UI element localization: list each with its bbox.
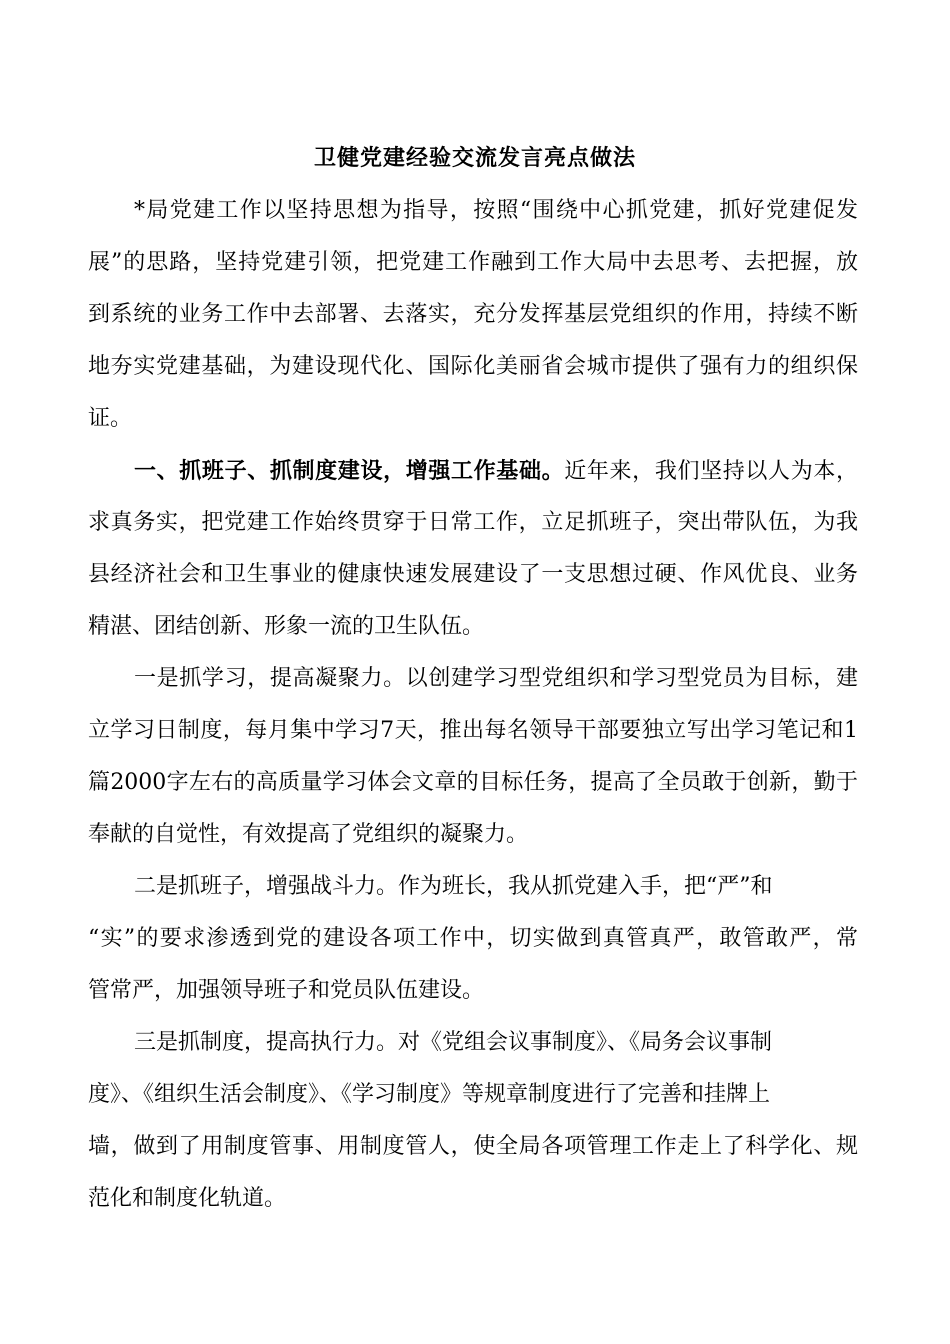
paragraph-line: 度》、《组织生活会制度》、《学习制度》等规章制度进行了完善和挂牌上 <box>88 1082 771 1107</box>
document-title: 卫健党建经验交流发言亮点做法 <box>313 145 636 171</box>
paragraph-line: 篇2000字左右的高质量学习体会文章的目标任务，提高了全员敢于创新，勤于 <box>88 770 858 795</box>
paragraph-line: 一是抓学习，提高凝聚力。以创建学习型党组织和学习型党员为目标，建 <box>134 666 858 691</box>
section-heading: 一、抓班子、抓制度建设，增强工作基础。 <box>134 458 565 484</box>
paragraph-line: *局党建工作以坚持思想为指导，按照“围绕中心抓党建，抓好党建促发 <box>134 198 858 223</box>
paragraph-line: 管常严，加强领导班子和党员队伍建设。 <box>88 978 485 1003</box>
paragraph-line: 立学习日制度，每月集中学习7天，推出每名领导干部要独立写出学习笔记和1 <box>88 718 858 743</box>
paragraph-line: 范化和制度化轨道。 <box>88 1186 287 1211</box>
paragraph-line: 展”的思路，坚持党建引领，把党建工作融到工作大局中去思考、去把握，放 <box>88 250 858 275</box>
paragraph-line: 证。 <box>88 406 133 431</box>
section-heading-line <box>134 451 858 491</box>
paragraph-line: 求真务实，把党建工作始终贯穿于日常工作，立足抓班子，突出带队伍，为我 <box>88 510 858 535</box>
paragraph-line: 精湛、团结创新、形象一流的卫生队伍。 <box>88 614 485 639</box>
paragraph-line: 三是抓制度，提高执行力。对《党组会议事制度》、《局务会议事制 <box>134 1030 773 1055</box>
paragraph-line: 到系统的业务工作中去部署、去落实，充分发挥基层党组织的作用，持续不断 <box>88 302 858 327</box>
paragraph-line: 墙，做到了用制度管事、用制度管人，使全局各项管理工作走上了科学化、规 <box>88 1134 858 1159</box>
section-heading-continuation: 近年来，我们坚持以人为本， <box>564 459 858 484</box>
paragraph-line: 地夯实党建基础，为建设现代化、国际化美丽省会城市提供了强有力的组织保 <box>88 354 858 379</box>
paragraph-line: 奉献的自觉性，有效提高了党组织的凝聚力。 <box>88 822 529 847</box>
paragraph-line: 县经济社会和卫生事业的健康快速发展建设了一支思想过硬、作风优良、业务 <box>88 562 858 587</box>
paragraph-line: 二是抓班子，增强战斗力。作为班长，我从抓党建入手，把“严”和 <box>134 874 773 899</box>
paragraph-line: “实”的要求渗透到党的建设各项工作中，切实做到真管真严，敢管敢严，常 <box>88 926 858 951</box>
